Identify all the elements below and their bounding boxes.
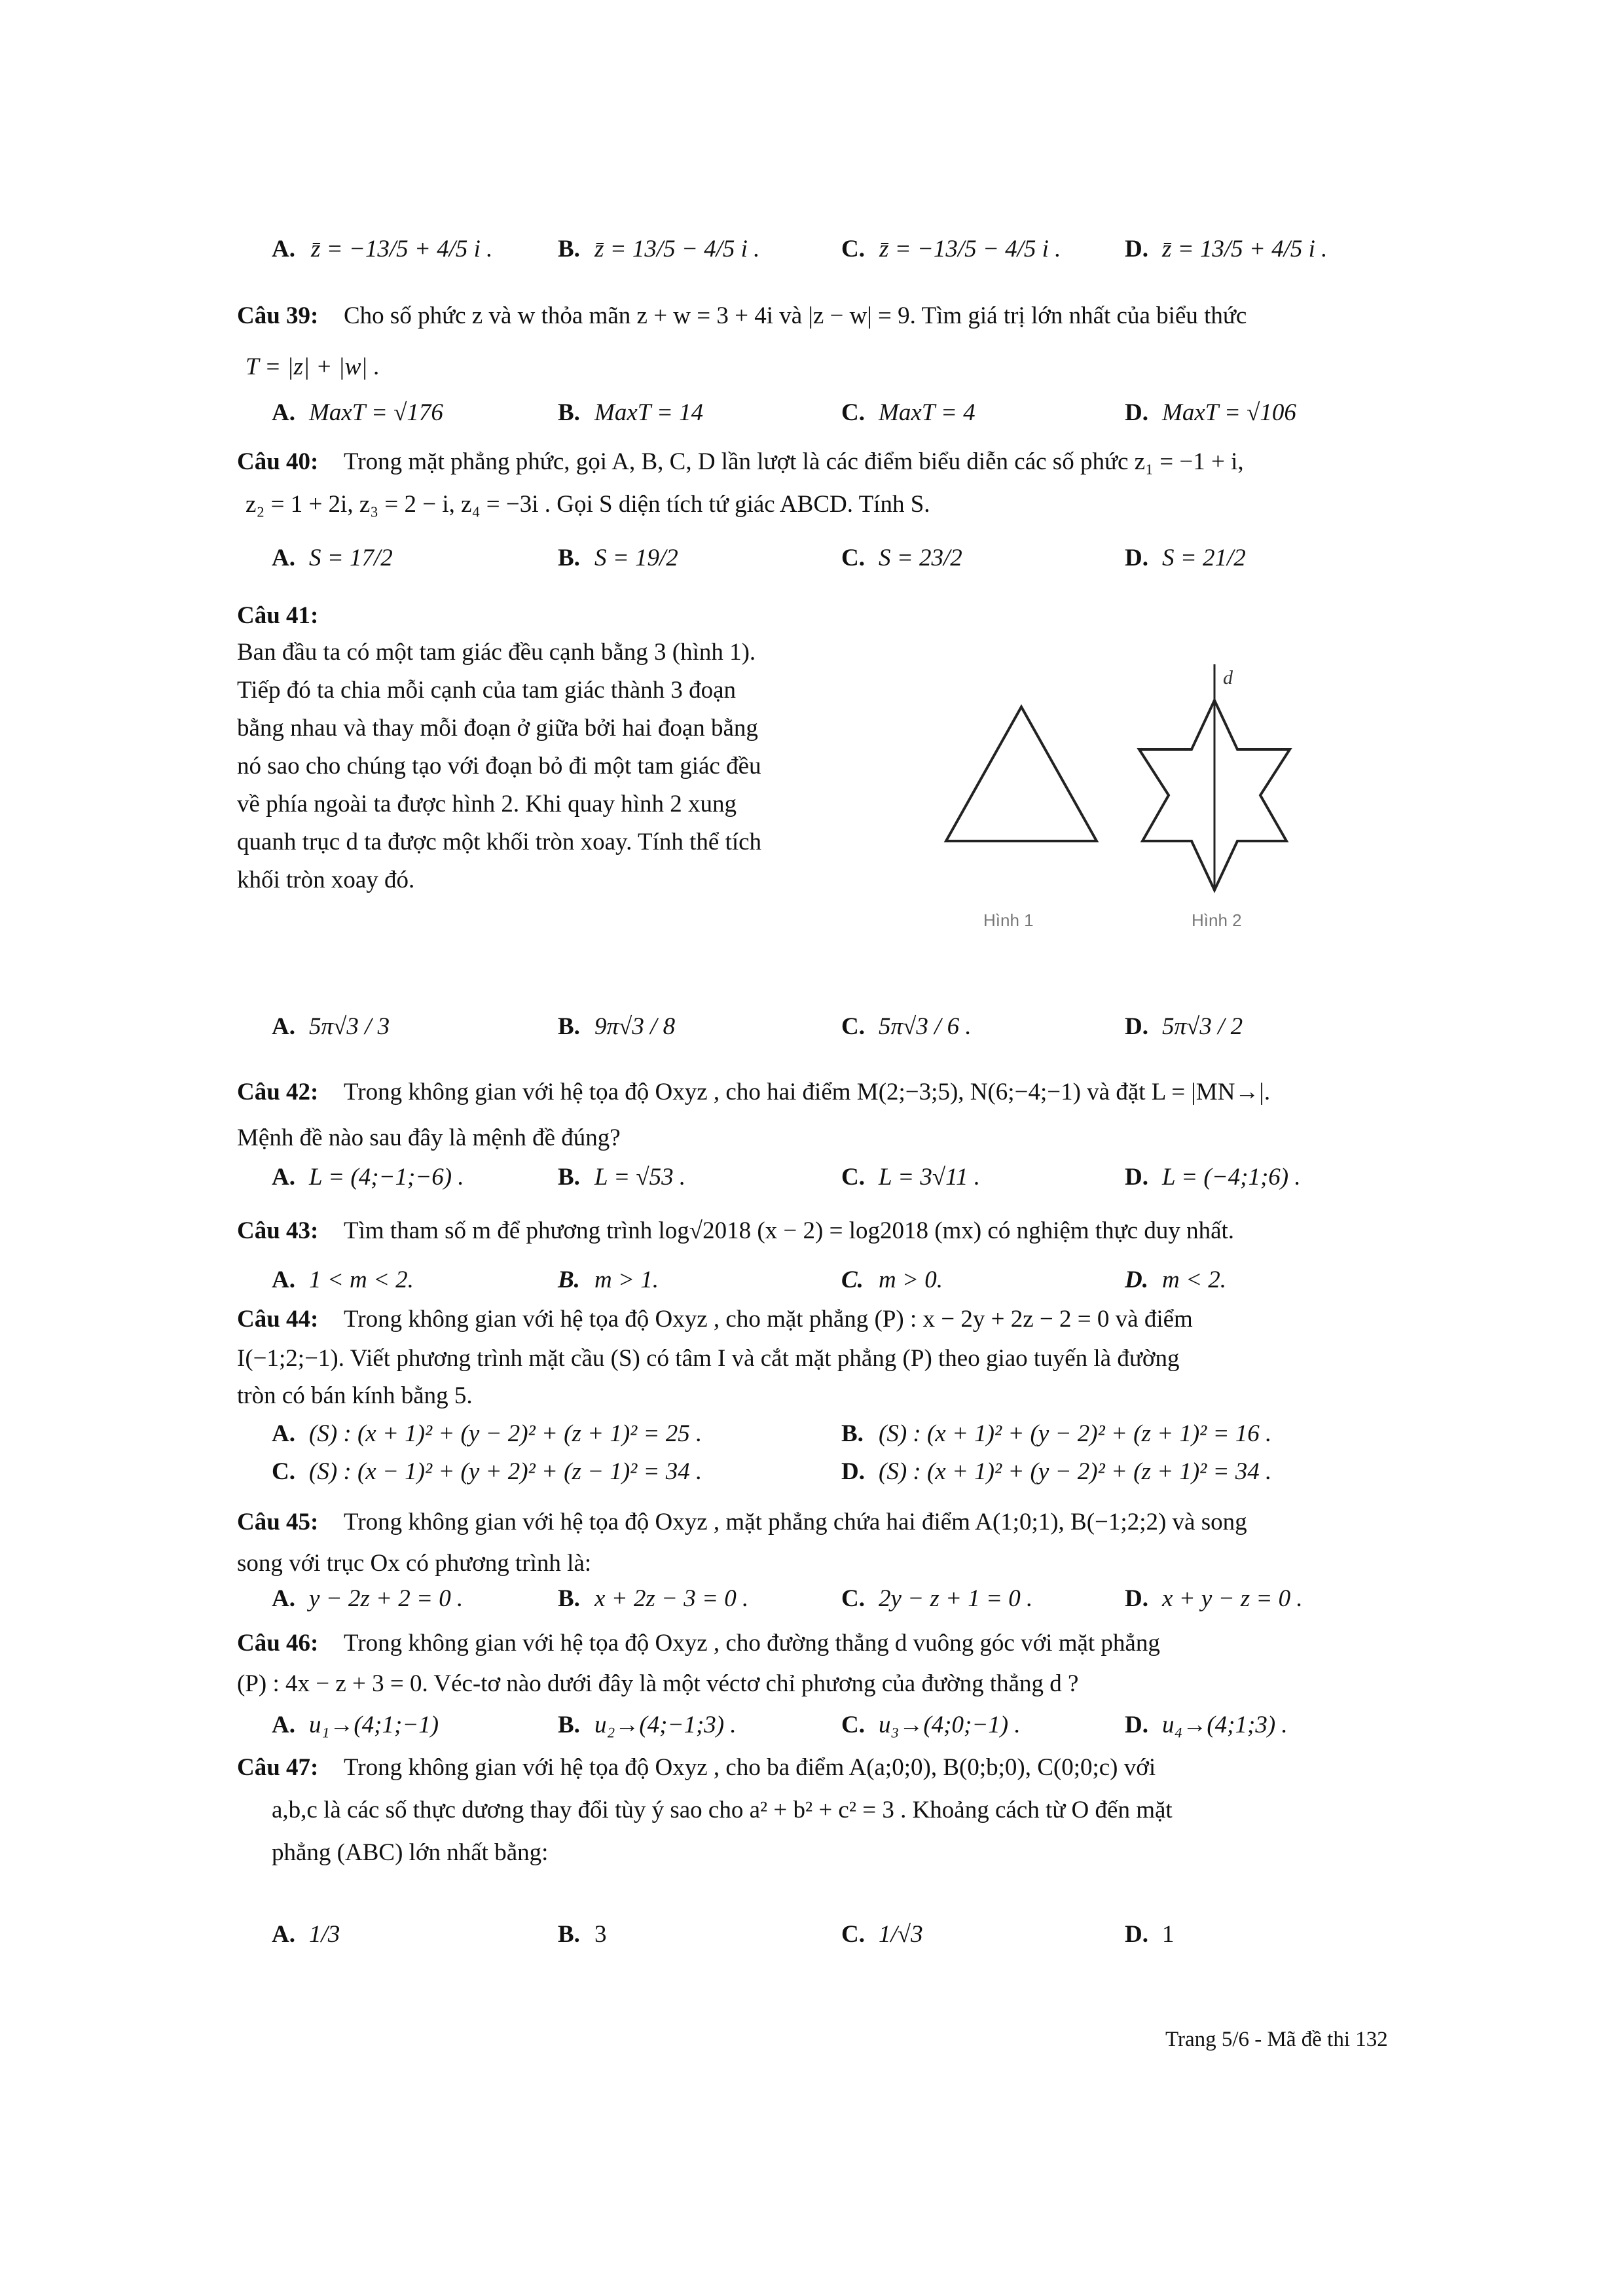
q46-text-line2: (P) : 4x − z + 3 = 0. Véc-tơ nào dưới đây là một véctơ chỉ phương của đường thẳng d ? [237,1670,1079,1697]
q47-option-d: 1 [1162,1921,1175,1948]
q45-text-line2: song với trục Ox có phương trình là: [237,1550,592,1577]
q41-figure [930,655,1296,942]
q44-option-a-label: A. [272,1420,295,1447]
q47-text-line3: phẳng (ABC) lớn nhất bằng: [272,1839,549,1866]
q45-option-a-label: A. [272,1585,295,1612]
q38-option-b-label: B. [558,236,580,262]
q46-option-b: u₂→(4;−1;3) . [594,1712,737,1738]
q39-option-c-label: C. [841,399,865,426]
q43-option-a-label: A. [272,1266,295,1293]
q46-option-d: u₄→(4;1;3) . [1162,1712,1288,1738]
q39-option-c: MaxT = 4 [879,399,976,426]
q45-option-a: y − 2z + 2 = 0 . [309,1585,464,1612]
q39-option-a-label: A. [272,399,295,426]
q41-option-d: 5π√3 / 2 [1162,1013,1243,1040]
figure1-triangle [946,707,1097,841]
q41-text-line: về phía ngoài ta được hình 2. Khi quay hình 2 xung [237,791,737,817]
q41-option-c: 5π√3 / 6 . [879,1013,972,1040]
q43-option-b: m > 1. [594,1266,659,1293]
q42-label: Câu 42: [237,1079,319,1105]
q46-option-c-label: C. [841,1712,865,1738]
q45-option-d-label: D. [1125,1585,1148,1612]
q39-option-b-label: B. [558,399,580,426]
q45-text-line1: Trong không gian với hệ tọa độ Oxyz , mặt phẳng chứa hai điểm A(1;0;1), B(−1;2;2) và song [344,1509,1247,1535]
q40-text-line1: Trong mặt phẳng phức, gọi A, B, C, D lần lượt là các điểm biểu diễn các số phức z₁ = −1 + i, [344,448,1244,475]
q41-text-line: quanh trục d ta được một khối tròn xoay. Tính thể tích [237,829,762,855]
q45-option-c-label: C. [841,1585,865,1612]
q44-option-d-label: D. [841,1458,865,1485]
q44-option-c: (S) : (x − 1)² + (y + 2)² + (z − 1)² = 34 . [309,1458,702,1485]
q40-option-b-label: B. [558,545,580,571]
q41-text-line: nó sao cho chúng tạo với đoạn bỏ đi một tam giác đều [237,753,761,780]
q43-text-line1: Tìm tham số m để phương trình log√2018 (x − 2) = log2018 (mx) có nghiệm thực duy nhất. [344,1217,1235,1244]
q40-option-a: S = 17/2 [309,545,393,571]
q39-option-b: MaxT = 14 [594,399,704,426]
q47-option-c: 1/√3 [879,1921,923,1948]
q44-label: Câu 44: [237,1306,319,1333]
q47-option-b-label: B. [558,1921,580,1948]
q41-text-line: bằng nhau và thay mỗi đoạn ở giữa bởi hai đoạn bằng [237,715,758,742]
q42-option-d: L = (−4;1;6) . [1162,1164,1301,1191]
q43-option-a: 1 < m < 2. [309,1266,414,1293]
q42-option-c: L = 3√11 . [879,1164,980,1191]
q38-option-d: z̄ = 13/5 + 4/5 i . [1162,236,1328,262]
q47-text-line2: a,b,c là các số thực dương thay đổi tùy ý sao cho a² + b² + c² = 3 . Khoảng cách từ O đến mặt [272,1797,1173,1823]
q44-option-c-label: C. [272,1458,295,1485]
q42-option-d-label: D. [1125,1164,1148,1191]
q43-label: Câu 43: [237,1217,319,1244]
q40-option-a-label: A. [272,545,295,571]
q47-option-d-label: D. [1125,1921,1148,1948]
q46-option-b-label: B. [558,1712,580,1738]
q40-text-line2: z₂ = 1 + 2i, z₃ = 2 − i, z₄ = −3i . Gọi S diện tích tứ giác ABCD. Tính S. [246,491,930,518]
q42-option-a-label: A. [272,1164,295,1191]
q40-option-b: S = 19/2 [594,545,678,571]
q44-option-b-label: B. [841,1420,864,1447]
q41-label: Câu 41: [237,602,319,629]
q39-option-d: MaxT = √106 [1162,399,1296,426]
q39-label: Câu 39: [237,302,319,329]
q43-option-c: m > 0. [879,1266,943,1293]
q39-text-line2: T = |z| + |w| . [246,353,380,380]
q41-option-a: 5π√3 / 3 [309,1013,390,1040]
q39-option-d-label: D. [1125,399,1148,426]
q45-option-b: x + 2z − 3 = 0 . [594,1585,749,1612]
q42-option-a: L = (4;−1;−6) . [309,1164,464,1191]
q40-option-d: S = 21/2 [1162,545,1246,571]
q47-option-c-label: C. [841,1921,865,1948]
q38-option-a-label: A. [272,236,295,262]
figure2-caption: Hình 2 [1192,910,1242,930]
q38-option-d-label: D. [1125,236,1148,262]
q41-text-line: Ban đầu ta có một tam giác đều cạnh bằng 3 (hình 1). [237,639,756,666]
q46-option-a: u₁→(4;1;−1) [309,1712,439,1738]
q41-option-b: 9π√3 / 8 [594,1013,676,1040]
q42-text-line2: Mệnh đề nào sau đây là mệnh đề đúng? [237,1124,621,1151]
q46-text-line1: Trong không gian với hệ tọa độ Oxyz , cho đường thẳng d vuông góc với mặt phẳng [344,1630,1160,1657]
q45-option-c: 2y − z + 1 = 0 . [879,1585,1033,1612]
q43-option-d-label: D. [1125,1266,1148,1293]
q41-text-line: khối tròn xoay đó. [237,867,415,893]
q45-label: Câu 45: [237,1509,319,1535]
q45-option-d: x + y − z = 0 . [1162,1585,1303,1612]
q41-option-d-label: D. [1125,1013,1148,1040]
q47-option-b: 3 [594,1921,607,1948]
q42-option-b-label: B. [558,1164,580,1191]
q43-option-b-label: B. [558,1266,580,1293]
q47-text-line1: Trong không gian với hệ tọa độ Oxyz , cho ba điểm A(a;0;0), B(0;b;0), C(0;0;c) với [344,1754,1156,1781]
q43-option-d: m < 2. [1162,1266,1226,1293]
q40-option-d-label: D. [1125,545,1148,571]
q40-option-c: S = 23/2 [879,545,962,571]
q41-option-c-label: C. [841,1013,865,1040]
q41-text-line: Tiếp đó ta chia mỗi cạnh của tam giác thành 3 đoạn [237,677,737,704]
q41-option-b-label: B. [558,1013,580,1040]
q44-text-line2: I(−1;2;−1). Viết phương trình mặt cầu (S) có tâm I và cắt mặt phẳng (P) theo giao tuyến là đường [237,1345,1180,1372]
q46-label: Câu 46: [237,1630,319,1657]
q39-text-line1: Cho số phức z và w thỏa mãn z + w = 3 + 4i và |z − w| = 9. Tìm giá trị lớn nhất của biểu thức [344,302,1247,329]
q44-option-b: (S) : (x + 1)² + (y − 2)² + (z + 1)² = 16 . [879,1420,1272,1447]
q44-option-d: (S) : (x + 1)² + (y − 2)² + (z + 1)² = 34 . [879,1458,1272,1485]
q38-option-c: z̄ = −13/5 − 4/5 i . [879,236,1061,262]
q39-option-a: MaxT = √176 [309,399,443,426]
q45-option-b-label: B. [558,1585,580,1612]
q44-text-line3: tròn có bán kính bằng 5. [237,1382,473,1409]
q41-option-a-label: A. [272,1013,295,1040]
figure1-caption: Hình 1 [983,910,1034,930]
q46-option-c: u₃→(4;0;−1) . [879,1712,1021,1738]
q38-option-a: z̄ = −13/5 + 4/5 i . [311,236,493,262]
q44-option-a: (S) : (x + 1)² + (y − 2)² + (z + 1)² = 25 . [309,1420,702,1447]
q38-option-b: z̄ = 13/5 − 4/5 i . [594,236,760,262]
q47-option-a-label: A. [272,1921,295,1948]
q42-option-b: L = √53 . [594,1164,686,1191]
q46-option-a-label: A. [272,1712,295,1738]
q47-label: Câu 47: [237,1754,319,1781]
q44-text-line1: Trong không gian với hệ tọa độ Oxyz , cho mặt phẳng (P) : x − 2y + 2z − 2 = 0 và điểm [344,1306,1193,1333]
q46-option-d-label: D. [1125,1712,1148,1738]
q47-option-a: 1/3 [309,1921,340,1948]
q42-option-c-label: C. [841,1164,865,1191]
q42-text-line1: Trong không gian với hệ tọa độ Oxyz , cho hai điểm M(2;−3;5), N(6;−4;−1) và đặt L = |MN→|. [344,1079,1271,1105]
q40-label: Câu 40: [237,448,319,475]
q41-text-block [237,634,761,899]
axis-d-label: d [1223,667,1233,689]
q40-option-c-label: C. [841,545,865,571]
q38-option-c-label: C. [841,236,865,262]
page-footer: Trang 5/6 - Mã đề thi 132 [1165,2028,1388,2051]
q43-option-c-label: C. [841,1266,864,1293]
